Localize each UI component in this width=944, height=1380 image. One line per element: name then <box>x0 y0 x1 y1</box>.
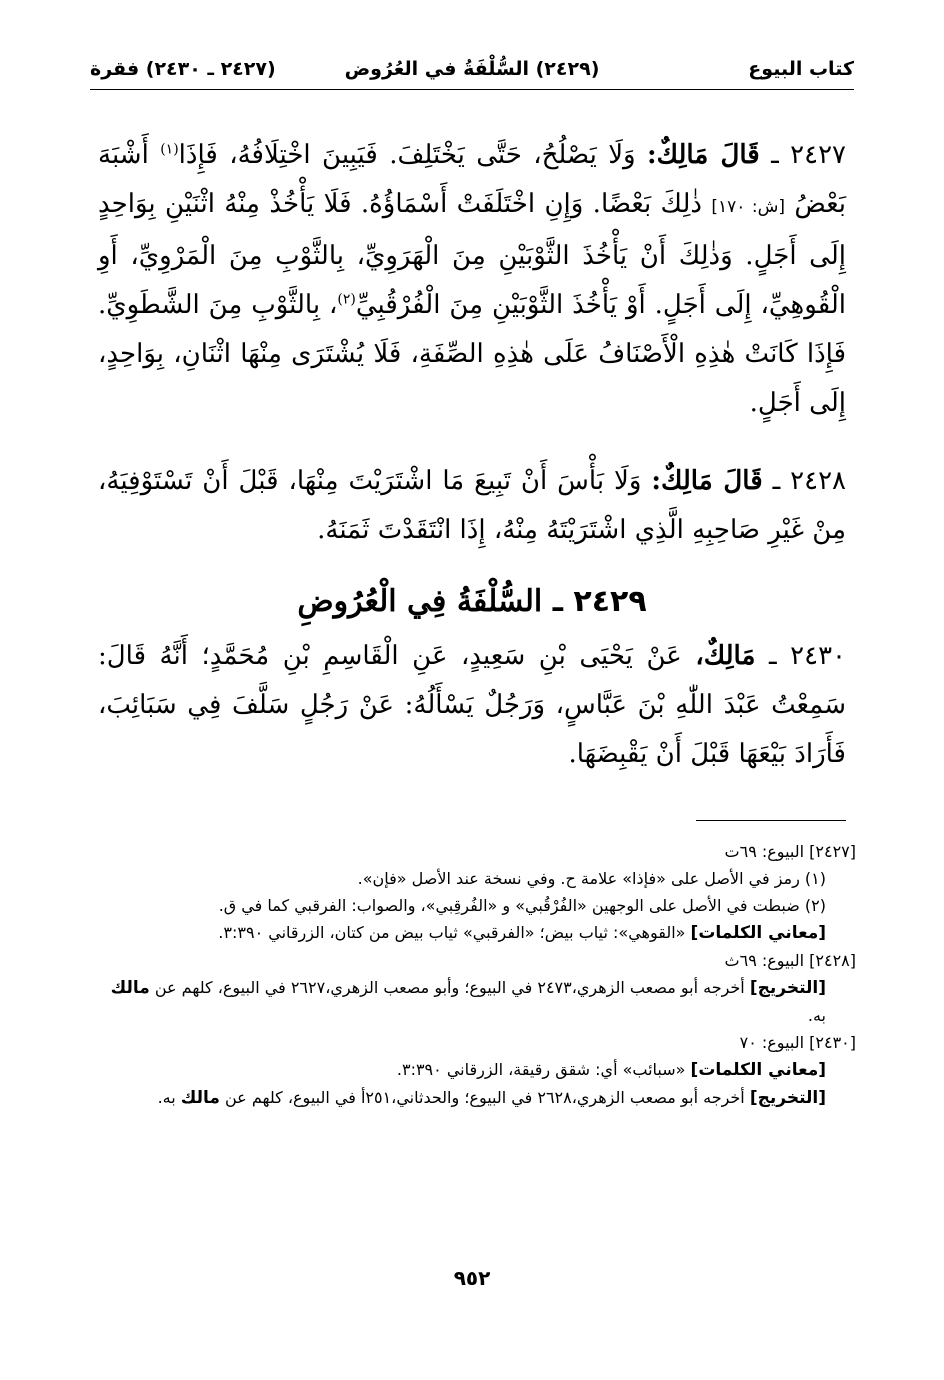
paragraph-2427 <box>98 131 846 428</box>
meanings-text: «سبائب» أي: شقق رقيقة، الزرقاني ٣:٣٩٠. <box>396 1060 686 1079</box>
source-ref-2427: [٢٤٢٧] البيوع: ٦٩ت <box>724 842 856 861</box>
paragraph-2428 <box>98 457 846 555</box>
paragraph-2430 <box>98 632 846 779</box>
footnotes <box>98 838 856 1112</box>
page-number: ٩٥٢ <box>453 1266 491 1290</box>
paragraph-range: (٢٤٢٧ ـ ٢٤٣٠) فقرة <box>90 58 276 80</box>
takhrij-text: أخرجه أبو مصعب الزهري،٢٦٢٨ في البيوع؛ والحدثاني،٢٥١أ في البيوع، كلهم عن <box>225 1088 745 1107</box>
paragraph-text: عَنْ يَحْيَى بْنِ سَعِيدٍ، عَنِ الْقَاسِمِ بْنِ مُحَمَّدٍ؛ أَنَّهُ قَالَ: سَمِعْتُ عَبْدَ اللّٰهِ بْنَ عَبَّاسٍ، وَرَجُلٌ يَسْأَلُهُ: عَنْ رَجُلٍ سَلَّفَ فِي سَبَائِبَ، فَأَرَادَ بَيْعَهَا قَبْلَ أَنْ يَقْبِضَهَا. <box>98 641 846 769</box>
paragraph-text: وَلَا يَصْلُحُ، حَتَّى يَخْتَلِفَ. فَيَبِينَ اخْتِلَافُهُ، فَإِذَا <box>178 140 636 170</box>
malik-name: مالك <box>110 978 150 998</box>
speaker: مَالِكٌ، <box>695 641 756 671</box>
paragraph-text: وَلَا بَأْسَ أَنْ تَبِيعَ مَا اشْتَرَيْتَ مِنْهَا، قَبْلَ أَنْ تَسْتَوْفِيَهُ، مِنْ غَيْرِ صَاحِبِهِ الَّذِي اشْتَرَيْتَهُ مِنْهُ، إِذَا انْتَقَدْتَ ثَمَنَهُ. <box>98 466 846 545</box>
meanings-label: [معاني الكلمات] <box>690 923 826 943</box>
takhrij-end: به. <box>807 1006 826 1025</box>
running-header <box>90 56 854 88</box>
source-ref-2430: [٢٤٣٠] البيوع: ٧٠ <box>739 1033 856 1052</box>
malik-name: مالك <box>180 1088 220 1108</box>
footnote-divider <box>696 820 846 821</box>
chapter-title: (٢٤٢٩) السُّلْفَةُ في العُرُوض <box>344 58 600 80</box>
footnote-1: (١) رمز في الأصل على «فإذا» علامة ح. وفي نسخة عند الأصل «فإن». <box>357 869 826 888</box>
takhrij-2428 <box>98 974 856 1029</box>
speaker: قَالَ مَالِكٌ: <box>647 140 760 170</box>
source-ref-2428: [٢٤٢٨] البيوع: ٦٩ث <box>724 951 856 970</box>
footnote-2: (٢) ضبطت في الأصل على الوجهين «الفُرْقُبي» و «الفُرقِبي»، والصواب: الفرقبي كما في ق. <box>218 896 826 915</box>
section-title: السُّلْفَةُ فِي الْعُرُوضِ <box>297 584 543 619</box>
takhrij-label: [التخريج] <box>749 1088 826 1108</box>
book-title: كتاب البيوع <box>748 58 854 80</box>
speaker: قَالَ مَالِكٌ: <box>651 466 763 496</box>
takhrij-label: [التخريج] <box>749 978 826 998</box>
section-heading <box>0 578 944 626</box>
takhrij-end: به. <box>157 1088 176 1107</box>
manuscript-marker: [ش: ١٧٠] <box>711 197 786 217</box>
paragraph-text: أَشْبَهَ بَعْضُ <box>98 140 847 219</box>
meanings-text: «القوهي»: ثياب بيض؛ «الفرقبي» ثياب بيض من كتان، الزرقاني ٣:٣٩٠. <box>218 923 686 942</box>
header-divider <box>90 89 854 90</box>
takhrij-2430 <box>98 1084 856 1112</box>
paragraph-number: ٢٤٢٨ ـ <box>772 466 847 496</box>
section-number: ٢٤٢٩ ـ <box>552 584 647 619</box>
word-meanings <box>98 919 856 947</box>
paragraph-text: ذٰلِكَ بَعْضًا. وَإِنِ اخْتَلَفَتْ أَسْمَاؤُهُ. فَلَا يَأْخُذْ مِنْهُ اثْنَيْنِ بِوَاحِدٍ إِلَى أَجَلٍ. وَذٰلِكَ أَنْ يَأْخُذَ الثَّوْبَيْنِ مِنَ الْهَرَوِيِّ، بِالثَّوْبِ مِنَ الْمَرْوِيِّ، أَوِ الْقُوهِيِّ، إِلَى أَجَلٍ. أَوْ يَأْخُذَ الثَّوْبَيْنِ مِنَ الْفُرْقُبِيِّ <box>98 189 847 320</box>
footnote-ref-1[interactable]: (١) <box>160 141 179 158</box>
takhrij-text: أخرجه أبو مصعب الزهري،٢٤٧٣ في البيوع؛ وأبو مصعب الزهري،٢٦٢٧ في البيوع، كلهم عن <box>154 978 745 997</box>
word-meanings <box>98 1056 856 1084</box>
footnote-ref-2[interactable]: (٢) <box>337 291 356 308</box>
meanings-label: [معاني الكلمات] <box>690 1060 826 1080</box>
paragraph-number: ٢٤٣٠ ـ <box>768 641 846 671</box>
paragraph-text: ، بِالثَّوْبِ مِنَ الشَّطَوِيِّ. فَإِذَا كَانَتْ هٰذِهِ الْأَصْنَافُ عَلَى هٰذِهِ الصِّفَةِ، فَلَا يُشْتَرَى مِنْهَا اثْنَانِ، بِوَاحِدٍ، إِلَى أَجَلٍ. <box>98 290 846 418</box>
paragraph-number: ٢٤٢٧ ـ <box>771 140 847 170</box>
